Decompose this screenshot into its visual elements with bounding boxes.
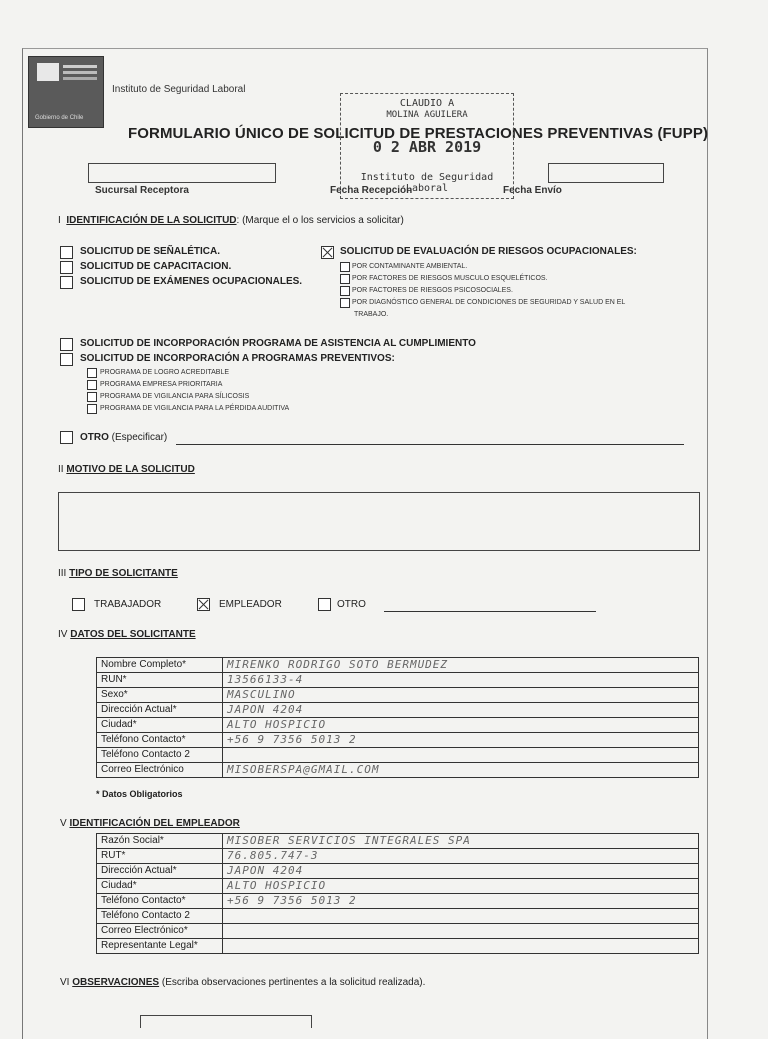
row-label: RUT* <box>97 849 223 864</box>
option-contaminante: POR CONTAMINANTE AMBIENTAL. <box>352 263 468 270</box>
table-row <box>97 909 699 924</box>
checkbox-examenes[interactable] <box>60 276 73 289</box>
otro-solicitante-line[interactable] <box>384 611 596 612</box>
section6-title: OBSERVACIONES <box>72 977 160 988</box>
option-diagnostico-cont: TRABAJO. <box>354 311 389 318</box>
option-empleador: EMPLEADOR <box>219 599 282 610</box>
section3-heading: III TIPO DE SOLICITANTE <box>58 568 178 579</box>
checkbox-silicosis[interactable] <box>87 392 97 402</box>
table-row <box>97 748 699 763</box>
table-row <box>97 658 699 673</box>
option-silicosis: PROGRAMA DE VIGILANCIA PARA SÍLICOSIS <box>100 393 250 400</box>
table-row <box>97 939 699 954</box>
fecha-recepcion-label: Fecha Recepción <box>330 185 413 196</box>
checkbox-diagnostico[interactable] <box>340 298 350 308</box>
section3-title: TIPO DE SOLICITANTE <box>69 568 178 579</box>
checkbox-psicosociales[interactable] <box>340 286 350 296</box>
section1-heading: I IDENTIFICACIÓN DE LA SOLICITUD: (Marque el o los servicios a solicitar) <box>58 215 404 226</box>
stamp-name1: CLAUDIO A <box>399 98 455 109</box>
row-label: Teléfono Contacto 2 <box>97 909 223 924</box>
table-row <box>97 834 699 849</box>
table-row <box>97 673 699 688</box>
stamp-institute: Instituto de Seguridad Laboral <box>360 172 494 194</box>
checkbox-empleador[interactable] <box>197 598 210 611</box>
sucursal-field[interactable] <box>88 163 276 183</box>
observaciones-box[interactable] <box>140 1015 312 1028</box>
row-value[interactable] <box>223 939 699 954</box>
gobierno-logo <box>28 56 104 128</box>
checkbox-asistencia[interactable] <box>60 338 73 351</box>
table-row <box>97 733 699 748</box>
stamp-date: 0 2 ABR 2019 <box>372 138 482 156</box>
sucursal-label: Sucursal Receptora <box>95 185 189 196</box>
fecha-envio-field[interactable] <box>548 163 664 183</box>
section2-title: MOTIVO DE LA SOLICITUD <box>66 464 195 475</box>
row-value[interactable]: JAPON 4204 <box>223 864 699 879</box>
row-label: Dirección Actual* <box>97 864 223 879</box>
option-musculo: POR FACTORES DE RIESGOS MUSCULO ESQUELÉTICOS. <box>352 275 548 282</box>
option-asistencia: SOLICITUD DE INCORPORACIÓN PROGRAMA DE ASISTENCIA AL CUMPLIMIENTO <box>80 338 476 349</box>
row-value[interactable]: ALTO HOSPICIO <box>223 879 699 894</box>
table-row <box>97 879 699 894</box>
checkbox-trabajador[interactable] <box>72 598 85 611</box>
row-label: Sexo* <box>97 688 223 703</box>
section1-hint: : (Marque el o los servicios a solicitar) <box>236 215 404 226</box>
checkbox-senaletica[interactable] <box>60 246 73 259</box>
row-value[interactable]: +56 9 7356 5013 2 <box>223 894 699 909</box>
row-label: RUN* <box>97 673 223 688</box>
row-label: Ciudad* <box>97 879 223 894</box>
checkbox-contaminante[interactable] <box>340 262 350 272</box>
row-label: Nombre Completo* <box>97 658 223 673</box>
mandatory-note: * Datos Obligatorios <box>96 789 183 799</box>
stamp-name2: MOLINA AGUILERA <box>386 110 468 120</box>
row-label: Correo Electrónico* <box>97 924 223 939</box>
empleador-table <box>96 833 699 954</box>
checkbox-auditiva[interactable] <box>87 404 97 414</box>
row-value[interactable]: JAPON 4204 <box>223 703 699 718</box>
row-value[interactable]: 76.805.747-3 <box>223 849 699 864</box>
checkbox-logro[interactable] <box>87 368 97 378</box>
option-psicosociales: POR FACTORES DE RIESGOS PSICOSOCIALES. <box>352 287 513 294</box>
reception-stamp <box>340 93 514 199</box>
row-value[interactable]: 13566133-4 <box>223 673 699 688</box>
option-programas: SOLICITUD DE INCORPORACIÓN A PROGRAMAS PREVENTIVOS: <box>80 353 395 364</box>
section6-heading: VI OBSERVACIONES (Escriba observaciones pertinentes a la solicitud realizada). <box>60 977 426 988</box>
row-label: Teléfono Contacto* <box>97 894 223 909</box>
row-label: Teléfono Contacto 2 <box>97 748 223 763</box>
table-row <box>97 924 699 939</box>
form-title: FORMULARIO ÚNICO DE SOLICITUD DE PRESTACIONES PREVENTIVAS (FUPP) <box>128 125 709 142</box>
fecha-envio-label: Fecha Envío <box>503 185 562 196</box>
table-row <box>97 763 699 778</box>
logo-caption: Gobierno de Chile <box>35 115 84 121</box>
checkbox-programas[interactable] <box>60 353 73 366</box>
row-label: Razón Social* <box>97 834 223 849</box>
row-label: Correo Electrónico <box>97 763 223 778</box>
section4-title: DATOS DEL SOLICITANTE <box>70 629 196 640</box>
option-trabajador: TRABAJADOR <box>94 599 162 610</box>
checkbox-prioritaria[interactable] <box>87 380 97 390</box>
checkbox-otro[interactable] <box>60 431 73 444</box>
table-row <box>97 703 699 718</box>
option-otro-solicitante: OTRO <box>337 599 366 610</box>
option-logro: PROGRAMA DE LOGRO ACREDITABLE <box>100 369 230 376</box>
section5-title: IDENTIFICACIÓN DEL EMPLEADOR <box>69 818 240 829</box>
row-label: Ciudad* <box>97 718 223 733</box>
motivo-textarea[interactable] <box>58 492 700 551</box>
row-label: Representante Legal* <box>97 939 223 954</box>
row-value[interactable]: +56 9 7356 5013 2 <box>223 733 699 748</box>
option-diagnostico: POR DIAGNÓSTICO GENERAL DE CONDICIONES DE SEGURIDAD Y SALUD EN EL <box>352 299 626 306</box>
row-value[interactable]: ALTO HOSPICIO <box>223 718 699 733</box>
table-row <box>97 894 699 909</box>
checkbox-capacitacion[interactable] <box>60 261 73 274</box>
section1-title: IDENTIFICACIÓN DE LA SOLICITUD <box>66 215 237 226</box>
section4-heading: IV DATOS DEL SOLICITANTE <box>58 629 196 640</box>
solicitante-table <box>96 657 699 778</box>
row-label: Teléfono Contacto* <box>97 733 223 748</box>
row-value[interactable] <box>223 909 699 924</box>
option-senaletica: SOLICITUD DE SEÑALÉTICA. <box>80 246 221 257</box>
option-prioritaria: PROGRAMA EMPRESA PRIORITARIA <box>100 381 223 388</box>
table-row <box>97 718 699 733</box>
row-value[interactable]: MISOBERSPA@GMAIL.COM <box>223 763 699 778</box>
row-value[interactable]: MISOBER SERVICIOS INTEGRALES SPA <box>223 834 699 849</box>
section2-heading: II MOTIVO DE LA SOLICITUD <box>58 464 195 475</box>
option-auditiva: PROGRAMA DE VIGILANCIA PARA LA PÉRDIDA AUDITIVA <box>100 405 290 412</box>
checkbox-evaluacion-riesgos[interactable] <box>321 246 334 259</box>
row-value[interactable]: MIRENKO RODRIGO SOTO BERMUDEZ <box>223 658 699 673</box>
table-row <box>97 864 699 879</box>
otro-line[interactable] <box>176 444 684 445</box>
section5-heading: V IDENTIFICACIÓN DEL EMPLEADOR <box>60 818 240 829</box>
star-icon <box>37 63 59 81</box>
checkbox-otro-solicitante[interactable] <box>318 598 331 611</box>
row-value[interactable]: MASCULINO <box>223 688 699 703</box>
table-row <box>97 688 699 703</box>
row-label: Dirección Actual* <box>97 703 223 718</box>
row-value[interactable] <box>223 924 699 939</box>
table-row <box>97 849 699 864</box>
checkbox-musculo[interactable] <box>340 274 350 284</box>
option-examenes: SOLICITUD DE EXÁMENES OCUPACIONALES. <box>80 276 303 287</box>
section6-hint: (Escriba observaciones pertinentes a la solicitud realizada). <box>161 977 426 988</box>
option-capacitacion: SOLICITUD DE CAPACITACION. <box>80 261 232 272</box>
institute-name: Instituto de Seguridad Laboral <box>112 84 246 95</box>
option-evaluacion-riesgos: SOLICITUD DE EVALUACIÓN DE RIESGOS OCUPACIONALES: <box>340 246 637 257</box>
option-otro: OTRO (Especificar) <box>80 432 168 443</box>
row-value[interactable] <box>223 748 699 763</box>
